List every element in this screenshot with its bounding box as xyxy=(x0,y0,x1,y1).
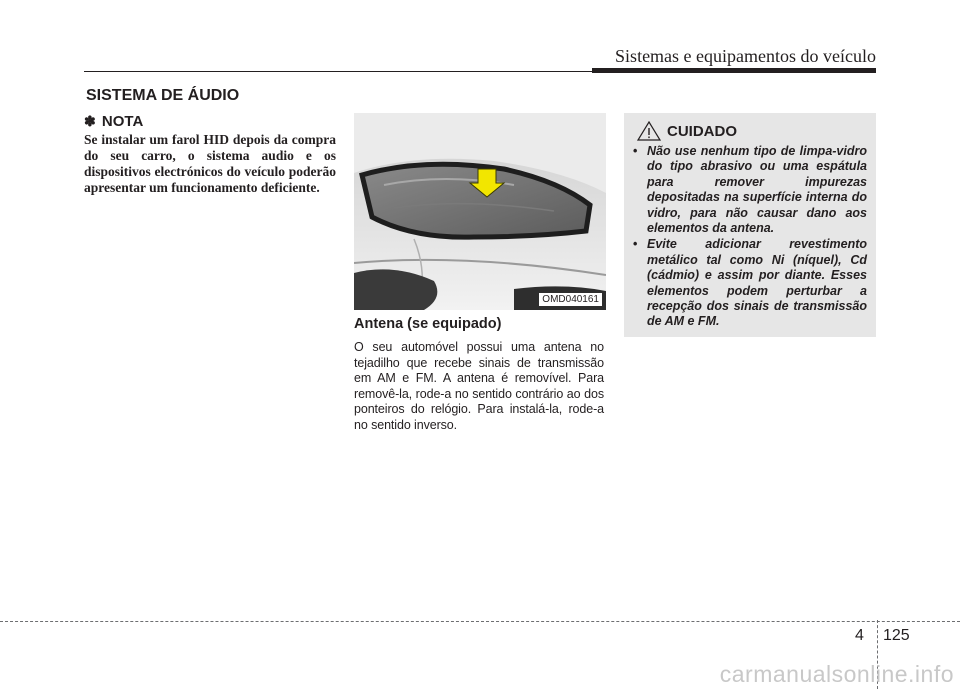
nota-box xyxy=(84,113,336,196)
nota-title: NOTA xyxy=(101,113,144,130)
footer-divider xyxy=(0,621,960,622)
rear-window-figure xyxy=(354,113,606,310)
chapter-number: 4 xyxy=(855,627,864,644)
cuidado-box xyxy=(624,113,876,337)
header-rule-accent xyxy=(592,68,876,73)
warning-triangle-icon xyxy=(637,121,661,141)
figure-code: OMD040161 xyxy=(539,293,602,306)
cuidado-item-text: Não use nenhum tipo de limpa-vidro do tipo abrasivo ou uma espátula para remover impurezas depositadas na superfície interna do vidro, para não causar dano aos elementos da antena. xyxy=(647,144,867,236)
cuidado-title: CUIDADO xyxy=(667,122,737,140)
cuidado-heading xyxy=(637,121,867,141)
antenna-title: Antena (se equipado) xyxy=(354,316,502,332)
list-item xyxy=(633,237,867,329)
cuidado-list xyxy=(633,144,867,330)
section-title: SISTEMA DE ÁUDIO xyxy=(86,87,240,104)
watermark: carmanualsonline.info xyxy=(719,661,954,687)
nota-star-icon: ✽ xyxy=(84,113,96,129)
nota-body: Se instalar um farol HID depois da compra do seu carro, o sistema audio e os dispositivos electrónicos do veículo poderão apresentar um funcionamento deficiente. xyxy=(84,132,336,195)
header-title: Sistemas e equipamentos do veículo xyxy=(615,46,876,66)
antenna-body: O seu automóvel possui uma antena no tejadilho que recebe sinais de transmissão em AM e FM. A antena é removível. Para removê-la, rode-a no sentido contrário ao dos ponteiros do relógio. Para instalá-la, rode-a no sentido inverso. xyxy=(354,340,604,432)
nota-heading xyxy=(84,113,336,130)
page-number: 125 xyxy=(883,627,910,644)
bullet: • xyxy=(633,237,638,252)
list-item xyxy=(633,144,867,236)
cuidado-item-text: Evite adicionar revestimento metálico tal como Ni (níquel), Cd (cádmio) e assim por diante. Esses elementos podem perturbar a recepção dos sinais de transmissão de AM e FM. xyxy=(647,237,867,329)
car-rear-window-illustration xyxy=(354,113,606,310)
bullet: • xyxy=(633,144,638,158)
antenna-section xyxy=(354,316,604,434)
